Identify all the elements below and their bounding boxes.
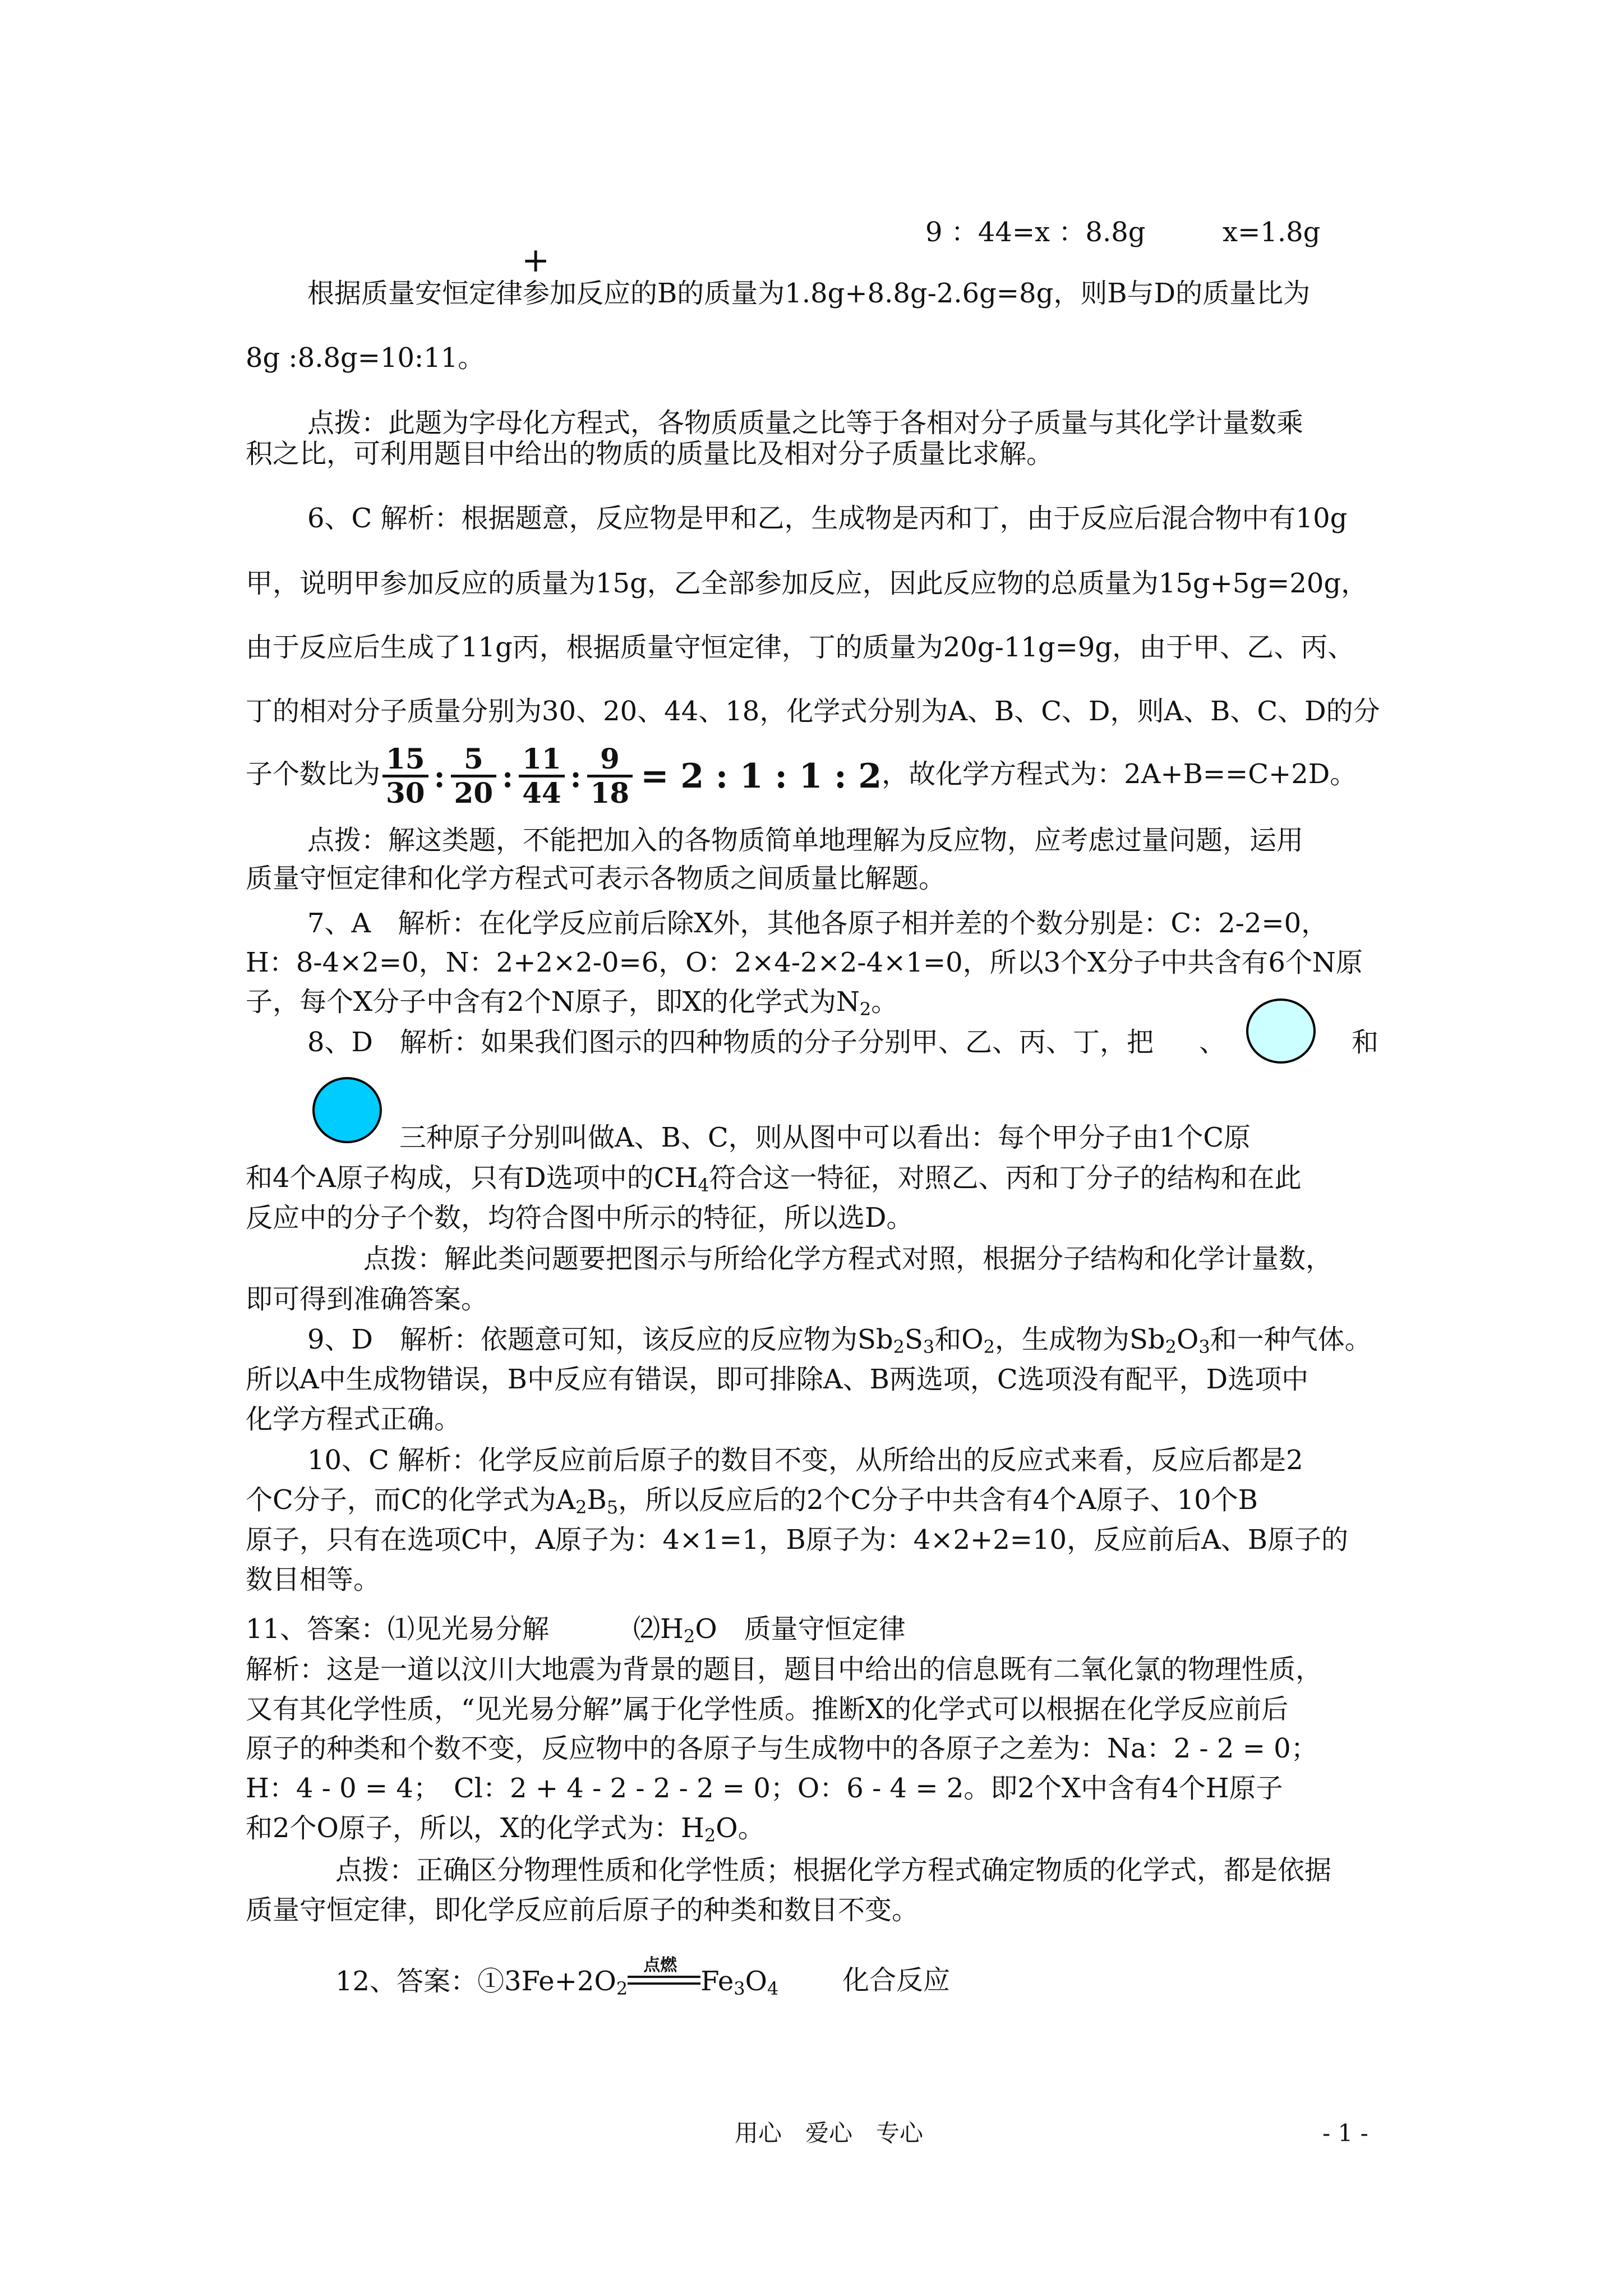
top-equation-ratio: 9 ：44=x ：8.8g [925, 217, 1146, 248]
q9-line-2: 所以A中生成物错误，B中反应有错误，即可排除A、B两选项，C选项没有配平，D选项中 [246, 1364, 1309, 1395]
q6-ratio-suffix: ，故化学方程式为：2A+B==C+2D。 [882, 758, 1357, 790]
q9-line-3: 化学方程式正确。 [246, 1404, 462, 1435]
ratio-result: = 2 : 1 : 1 : 2 [640, 756, 882, 796]
q9-text-b: S [905, 1324, 923, 1355]
q9-sub-5: 3 [1198, 1336, 1210, 1358]
q10-line-3: 原子，只有在选项C中，A原子为：4×1=1，B原子为：4×2+2=10，反应前后A、B原子的 [246, 1524, 1349, 1556]
ratio-colon: : [570, 758, 582, 794]
q9-text-e: O [1176, 1324, 1199, 1355]
q12-product-a: Fe [700, 1966, 734, 1997]
q12-product-b: O [745, 1966, 767, 1997]
q6-line-1: 6、C 解析：根据题意，反应物是甲和乙，生成物是丙和丁，由于反应后混合物中有10g [307, 503, 1348, 534]
q10-line-1: 10、C 解析：化学反应前后原子的数目不变，从所给出的反应式来看，反应后都是2 [307, 1444, 1303, 1476]
fraction-3-num: 11 [519, 744, 565, 777]
q6-line-2: 甲，说明甲参加反应的质量为15g，乙全部参加反应，因此反应物的总质量为15g+5g=20g， [246, 568, 1368, 599]
fraction-1-den: 30 [386, 776, 425, 809]
q11-line-1: 解析：这是一道以汶川大地震为背景的题目，题目中给出的信息既有二氧化氯的物理性质， [246, 1654, 1323, 1685]
ratio-colon: : [502, 758, 514, 794]
q5-tip-line-2: 积之比，可利用题目中给出的物质的质量比及相对分子质量比求解。 [246, 438, 1054, 470]
q9-sub-4: 2 [1165, 1336, 1177, 1358]
plus-mark: + [522, 241, 550, 280]
fraction-1-num: 15 [382, 744, 428, 777]
q8-line-3 [246, 1162, 1302, 1194]
q8-subscript: 4 [698, 1175, 709, 1196]
q9-text-d: ，生成物为Sb [994, 1324, 1165, 1355]
q6-tip-line-1: 点拨：解这类题，不能把加入的各物质简单地理解为反应物，应考虑过量问题，运用 [307, 825, 1304, 856]
fraction-4-num: 9 [587, 744, 633, 777]
q12-sub-3: 4 [767, 1978, 779, 1999]
q9-sub-1: 2 [893, 1336, 905, 1358]
reaction-condition: 点燃 [643, 1955, 677, 1975]
q6-ratio-prefix: 子个数比为 [246, 758, 381, 790]
q6-ratio-line [246, 743, 1357, 808]
q9-text-f: 和一种气体。 [1210, 1324, 1372, 1355]
q12-sub-1: 2 [616, 1978, 628, 1999]
q8-line-3-text: 和4个A原子构成，只有D选项中的CH [246, 1162, 698, 1194]
fraction-1 [382, 744, 428, 808]
q6-line-3: 由于反应后生成了11g丙，根据质量守恒定律，丁的质量为20g-11g=9g，由于甲、乙、丙、 [246, 632, 1355, 663]
equals-bar-bottom [628, 1982, 700, 1985]
q5-line-1: 根据质量安恒定律参加反应的B的质量为1.8g+8.8g-2.6g=8g，则B与D的质量比为 [307, 278, 1311, 309]
q11-answer-sub: 2 [683, 1626, 695, 1647]
q10-sub-1: 2 [575, 1497, 587, 1518]
reaction-arrow [628, 1955, 700, 1991]
q10-line-4: 数目相等。 [246, 1564, 381, 1595]
fraction-2-den: 20 [454, 776, 494, 809]
footer-motto: 用心 爱心 专心 [735, 2119, 924, 2147]
ratio-colon: : [434, 758, 445, 794]
q11-line-5-end: O。 [716, 1812, 765, 1844]
q8-line-4: 反应中的分子个数，均符合图中所示的特征，所以选D。 [246, 1202, 914, 1234]
atom-blue-circle [312, 1077, 382, 1143]
q11-answer-3: O 质量守恒定律 [695, 1613, 906, 1645]
q9-sub-2: 3 [923, 1336, 935, 1358]
q11-tip-line-2: 质量守恒定律，即化学反应前后原子的种类和数目不变。 [246, 1894, 919, 1926]
q12-reaction-type: 化合反应 [842, 1964, 951, 1996]
q11-line-4: H：4 - 0 = 4； Cl：2 + 4 - 2 - 2 - 2 = 0；O：6 - 4 = 2。即2个X中含有4个H原子 [246, 1773, 1283, 1804]
q5-tip-line-1: 点拨：此题为字母化方程式，各物质质量之比等于各相对分子质量与其化学计量数乘 [307, 407, 1304, 439]
fraction-3-den: 44 [522, 776, 561, 809]
q10-text-a: 个C分子，而C的化学式为A [246, 1484, 576, 1516]
q11-line-5-sub: 2 [704, 1825, 716, 1846]
q9-line-1 [307, 1324, 1372, 1358]
q11-tip-line-1: 点拨：正确区分物理性质和化学性质；根据化学方程式确定物质的化学式，都是依据 [335, 1855, 1332, 1886]
top-equation-result: x=1.8g [1223, 217, 1321, 248]
q5-line-2: 8g :8.8g=10:11。 [246, 342, 485, 374]
fraction-3 [519, 744, 565, 808]
q8-line-3-end: 符合这一特征，对照乙、丙和丁分子的结构和在此 [709, 1162, 1302, 1194]
q12-sub-2: 3 [734, 1978, 745, 1999]
q12-prefix: 12、答案：①3Fe+2O [335, 1966, 616, 1997]
q8-line-2: 三种原子分别叫做A、B、C，则从图中可以看出：每个甲分子由1个C原 [399, 1122, 1251, 1153]
q9-sub-3: 2 [983, 1336, 995, 1358]
q11-answer [246, 1613, 906, 1645]
fraction-4 [587, 744, 633, 808]
q8-and: 和 [1352, 1027, 1379, 1058]
q11-answer-2: ⑵H [633, 1613, 684, 1645]
q10-line-2 [246, 1484, 1258, 1516]
q10-text-c: ，所以反应后的2个C分子中共含有4个A原子、10个B [618, 1484, 1258, 1516]
fraction-2-num: 5 [451, 744, 497, 777]
atom-light-circle [1246, 999, 1316, 1064]
q6-line-4: 丁的相对分子质量分别为30、20、44、18，化学式分别为A、B、C、D，则A、B、C、D的分 [246, 696, 1380, 727]
q10-text-b: B [587, 1484, 607, 1516]
q10-sub-2: 5 [606, 1497, 619, 1518]
q8-separator: 、 [1199, 1027, 1227, 1058]
q9-text-c: 和O [934, 1324, 984, 1355]
q9-text-a: 9、D 解析：依题意可知，该反应的反应物为Sb [307, 1324, 893, 1355]
q11-line-5-text: 和2个O原子，所以，X的化学式为：H [246, 1812, 704, 1844]
q8-line-1: 8、D 解析：如果我们图示的四种物质的分子分别甲、乙、丙、丁，把 [307, 1027, 1154, 1058]
q7-line-3 [246, 986, 898, 1018]
q11-line-5 [246, 1812, 765, 1844]
q8-tip-line-1: 点拨：解此类问题要把图示与所给化学方程式对照，根据分子结构和化学计量数， [363, 1243, 1333, 1274]
q11-answer-1: 11、答案：⑴见光易分解 [246, 1613, 550, 1645]
equals-bar-top [628, 1976, 700, 1978]
page-number: - 1 - [1322, 2119, 1368, 2147]
q6-tip-line-2: 质量守恒定律和化学方程式可表示各物质之间质量比解题。 [246, 863, 946, 894]
q12-equation [335, 1955, 779, 1999]
fraction-2 [451, 744, 497, 808]
q8-tip-line-2: 即可得到准确答案。 [246, 1283, 488, 1315]
fraction-4-den: 18 [590, 776, 630, 809]
q7-line-3-text: 子，每个X分子中含有2个N原子，即X的化学式为N [246, 986, 860, 1018]
q7-line-3-end: 。 [871, 986, 898, 1018]
q11-line-3: 原子的种类和个数不变，反应物中的各原子与生成物中的各原子之差为：Na：2 - 2 = 0； [246, 1733, 1318, 1764]
q11-line-2: 又有其化学性质，“见光易分解”属于化学性质。推断X的化学式可以根据在化学反应前后 [246, 1694, 1289, 1725]
q7-line-1: 7、A 解析：在化学反应前后除X外，其他各原子相并差的个数分别是：C：2-2=0， [307, 908, 1329, 939]
q7-line-2: H：8-4×2=0，N：2+2×2-0=6，O：2×4-2×2-4×1=0，所以3个X分子中共含有6个N原 [246, 947, 1363, 978]
q7-subscript: 2 [859, 999, 872, 1020]
